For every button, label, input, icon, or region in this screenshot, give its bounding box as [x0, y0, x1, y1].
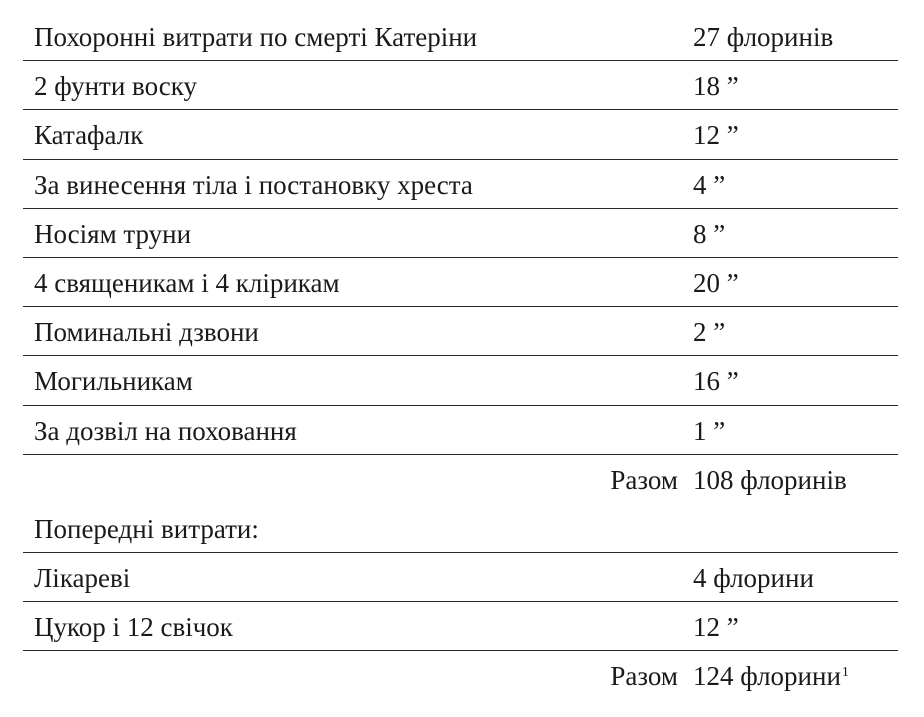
expense-label: Носіям труни: [34, 218, 192, 249]
expense-amount: 12 ”: [693, 612, 739, 643]
subtotal-row: [23, 455, 898, 504]
expense-label: За дозвіл на поховання: [34, 415, 297, 446]
expense-row: [23, 356, 898, 405]
expense-amount: 27 флоринів: [693, 22, 834, 52]
expense-row: [23, 160, 898, 209]
expense-amount: 4 ”: [693, 169, 726, 200]
expense-amount: 12 ”: [693, 120, 739, 151]
expense-label: За винесення тіла і постановку хреста: [34, 169, 473, 200]
expense-amount: 2 ”: [693, 317, 726, 348]
expense-row: [23, 307, 898, 356]
expense-label: Цукор і 12 свічок: [34, 612, 233, 643]
total-row: [23, 651, 898, 700]
preliminary-heading: Попередні витрати:: [34, 513, 259, 544]
expense-ledger: [23, 12, 898, 701]
footnote-marker: 1: [841, 665, 849, 681]
expense-label: 4 священикам і 4 клірикам: [34, 267, 340, 298]
expense-row: [23, 602, 898, 651]
expense-row: [23, 61, 898, 110]
expense-row: [23, 110, 898, 159]
expense-row: [23, 209, 898, 258]
expense-amount: 16 ”: [693, 366, 739, 397]
expense-amount: 8 ”: [693, 218, 726, 249]
total-amount: 124 флорини: [693, 661, 841, 692]
expense-amount: 4 флорини: [693, 563, 814, 594]
expense-label: Катафалк: [34, 120, 144, 151]
expense-amount: 18 ”: [693, 71, 739, 102]
total-amount-cell: [693, 661, 849, 691]
expense-label: Могильникам: [34, 366, 193, 397]
expense-label: Поминальні дзвони: [34, 317, 259, 348]
expense-row: [23, 553, 898, 602]
subtotal-label: Разом: [610, 464, 678, 495]
expense-amount: 20 ”: [693, 267, 739, 298]
preliminary-heading-row: [23, 504, 898, 553]
expense-label: 2 фунти воску: [34, 71, 197, 102]
expense-row: [23, 406, 898, 455]
expense-label: Похоронні витрати по смерті Катеріни: [34, 22, 478, 52]
expense-label: Лікареві: [34, 563, 131, 594]
expense-amount: 1 ”: [693, 415, 726, 446]
total-label: Разом: [610, 661, 678, 692]
expense-row: [23, 12, 898, 61]
subtotal-amount: 108 флоринів: [693, 464, 847, 495]
expense-row: [23, 258, 898, 307]
